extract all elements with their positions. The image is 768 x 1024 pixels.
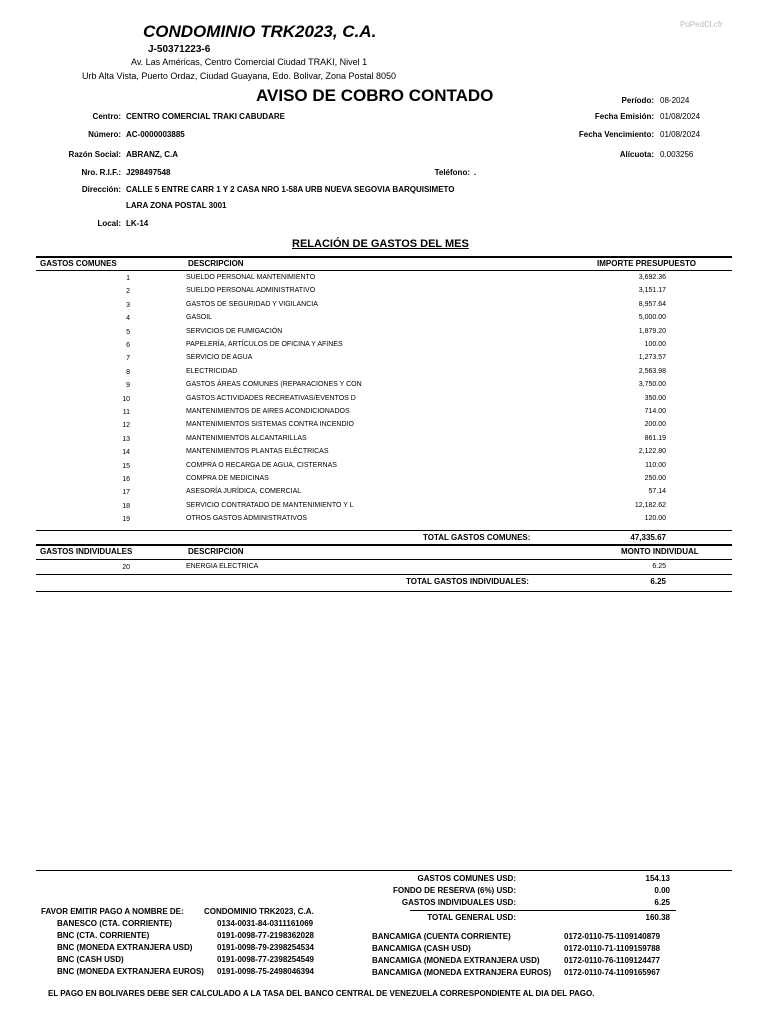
right-bank-name: BANCAMIGA (CUENTA CORRIENTE): [372, 932, 511, 941]
info-label-periodo: Período:: [621, 96, 654, 105]
common-header-top-rule: [36, 256, 732, 258]
common-row-number: 6: [126, 342, 130, 349]
summary-total-rule: [410, 910, 676, 911]
info-label-alicuota: Alícuota:: [619, 150, 654, 159]
info-label-direccion: Dirección:: [81, 185, 121, 194]
individual-header-gastos: GASTOS INDIVIDUALES: [40, 547, 133, 556]
individual-row-amount: 6.25: [652, 563, 666, 570]
info-value-razon-social: ABRANZ, C.A: [126, 150, 178, 159]
common-row-description: SERVICIO CONTRATADO DE MANTENIMIENTO Y L: [186, 502, 354, 509]
common-row-description: ASESORÍA JURÍDICA, COMERCIAL: [186, 488, 302, 495]
info-value-local: LK-14: [126, 219, 149, 228]
common-row-amount: 120.00: [644, 515, 666, 522]
company-address-line1: Av. Las Américas, Centro Comercial Ciudad TRAKI, Nivel 1: [131, 57, 368, 67]
common-row-number: 9: [126, 382, 130, 389]
left-bank-name: BANESCO (CTA. CORRIENTE): [57, 919, 172, 928]
individual-row-description: ENERGIA ELECTRICA: [186, 563, 259, 570]
left-bank-account-number: 0134-0031-84-0311161069: [217, 919, 314, 928]
left-bank-account-number: 0191-0098-75-2498046394: [217, 967, 314, 976]
common-row-amount: 861.19: [644, 435, 666, 442]
info-label-centro: Centro:: [92, 112, 121, 121]
common-row-description: SERVICIO DE AGUA: [186, 354, 253, 361]
common-row-amount: 1,879.20: [638, 328, 666, 335]
common-row-amount: 2,122.80: [638, 448, 666, 455]
info-value-periodo: 08-2024: [660, 96, 690, 105]
common-rows-bottom-rule: [36, 530, 732, 531]
summary-label-gastos-comunes: GASTOS COMUNES USD:: [417, 874, 516, 883]
common-row-description: SERVICIOS DE FUMIGACIÓN: [186, 328, 283, 335]
common-row-amount: 5,000.00: [638, 314, 666, 321]
right-bank-account-number: 0172-0110-76-1109124477: [564, 956, 661, 965]
summary-label-total-general: TOTAL GENERAL USD:: [427, 913, 516, 922]
common-row-description: PAPELERÍA, ARTÍCULOS DE OFICINA Y AFINES: [186, 341, 343, 348]
common-row-number: 3: [126, 302, 130, 309]
right-bank-account-number: 0172-0110-74-1109165967: [564, 968, 661, 977]
common-row-number: 17: [122, 489, 130, 496]
common-row-amount: 8,957.64: [638, 301, 666, 308]
left-bank-account-number: 0191-0098-79-2398254534: [217, 943, 314, 952]
summary-value-gastos-comunes: 154.13: [645, 874, 670, 883]
right-bank-name: BANCAMIGA (MONEDA EXTRANJERA EUROS): [372, 968, 552, 977]
common-row-description: COMPRA DE MEDICINAS: [186, 475, 269, 482]
common-row-description: MANTENIMIENTOS DE AIRES ACONDICIONADOS: [186, 408, 350, 415]
info-value-fecha-vencimiento: 01/08/2024: [660, 130, 701, 139]
common-header-descripcion: DESCRIPCION: [188, 259, 244, 268]
common-row-amount: 250.00: [644, 475, 666, 482]
common-row-amount: 12,182.62: [634, 502, 666, 509]
company-address-line2: Urb Alta Vista, Puerto Ordaz, Ciudad Guayana, Edo. Bolivar, Zona Postal 8050: [82, 71, 397, 81]
right-bank-name: BANCAMIGA (MONEDA EXTRANJERA USD): [372, 956, 540, 965]
individual-total-label: TOTAL GASTOS INDIVIDUALES:: [406, 577, 529, 586]
common-row-amount: 2,563.98: [638, 368, 666, 375]
common-row-description: MANTENIMIENTOS PLANTAS ELÉCTRICAS: [186, 448, 329, 455]
common-row-amount: 714.00: [644, 408, 666, 415]
common-row-amount: 3,692.36: [638, 274, 666, 281]
common-row-description: ELECTRICIDAD: [186, 368, 238, 375]
common-row-description: SUELDO PERSONAL MANTENIMIENTO: [186, 274, 316, 281]
left-bank-name: BNC (CTA. CORRIENTE): [57, 931, 150, 940]
common-row-number: 19: [122, 516, 130, 523]
common-row-description: GASTOS ACTIVIDADES RECREATIVAS/EVENTOS D: [186, 395, 356, 402]
common-row-description: COMPRA O RECARGA DE AGUA, CISTERNAS: [186, 462, 337, 469]
common-row-amount: 3,750.00: [638, 381, 666, 388]
common-row-amount: 350.00: [644, 395, 666, 402]
individual-header-bottom-rule: [36, 559, 732, 560]
common-row-description: GASTOS DE SEGURIDAD Y VIGILANCIA: [186, 301, 318, 308]
common-total-value: 47,335.67: [630, 533, 666, 542]
info-value-direccion-line2: LARA ZONA POSTAL 3001: [126, 201, 227, 210]
individual-header-top-rule: [36, 544, 732, 546]
summary-value-gastos-individuales: 6.25: [654, 898, 670, 907]
footer-note: EL PAGO EN BOLIVARES DEBE SER CALCULADO A LA TASA DEL BANCO CENTRAL DE VENEZUELA CORRESPONDIENTE AL DIA DEL PAGO.: [48, 989, 595, 998]
payment-favor-value: CONDOMINIO TRK2023, C.A.: [204, 907, 314, 916]
individual-header-monto: MONTO INDIVIDUAL: [621, 547, 699, 556]
left-bank-account-number: 0191-0098-77-2198362028: [217, 931, 314, 940]
company-name: CONDOMINIO TRK2023, C.A.: [143, 22, 377, 41]
common-row-number: 13: [122, 436, 130, 443]
left-bank-name: BNC (MONEDA EXTRANJERA USD): [57, 943, 193, 952]
common-row-number: 12: [122, 422, 130, 429]
individual-row-number: 20: [122, 564, 130, 571]
common-row-amount: 1,273.57: [638, 354, 666, 361]
info-label-numero: Número:: [88, 130, 121, 139]
common-row-number: 10: [122, 396, 130, 403]
common-row-number: 5: [126, 329, 130, 336]
common-row-number: 16: [122, 476, 130, 483]
common-row-description: GASOIL: [186, 314, 213, 321]
common-row-number: 14: [122, 449, 130, 456]
right-bank-account-number: 0172-0110-75-1109140879: [564, 932, 661, 941]
info-value-numero: AC-0000003885: [126, 130, 185, 139]
common-total-label: TOTAL GASTOS COMUNES:: [423, 533, 531, 542]
info-value-alicuota: 0.003256: [660, 150, 694, 159]
common-header-gastos: GASTOS COMUNES: [40, 259, 117, 268]
common-row-number: 11: [122, 409, 130, 416]
common-row-amount: 110.00: [645, 462, 666, 469]
info-value-fecha-emision: 01/08/2024: [660, 112, 701, 121]
left-bank-name: BNC (CASH USD): [57, 955, 124, 964]
info-label-rif: Nro. R.I.F.:: [81, 168, 121, 177]
left-bank-name: BNC (MONEDA EXTRANJERA EUROS): [57, 967, 204, 976]
common-row-amount: 100.00: [644, 341, 666, 348]
info-value-centro: CENTRO COMERCIAL TRAKI CABUDARE: [126, 112, 285, 121]
individual-rows-rule: [36, 574, 732, 575]
common-row-number: 7: [126, 355, 130, 362]
info-label-local: Local:: [97, 219, 121, 228]
document-title: AVISO DE COBRO CONTADO: [256, 86, 494, 105]
watermark-text: PoPedCl.cfr: [680, 20, 723, 29]
individual-header-descripcion: DESCRIPCION: [188, 547, 244, 556]
common-row-number: 2: [126, 288, 130, 295]
payment-favor-label: FAVOR EMITIR PAGO A NOMBRE DE:: [41, 907, 184, 916]
common-row-description: MANTENIMIENTOS SISTEMAS CONTRA INCENDIO: [186, 421, 354, 428]
summary-value-fondo-reserva: 0.00: [654, 886, 670, 895]
summary-label-gastos-individuales: GASTOS INDIVIDUALES USD:: [401, 898, 516, 907]
common-row-number: 8: [126, 369, 130, 376]
common-row-description: OTROS GASTOS ADMINISTRATIVOS: [186, 515, 308, 522]
common-row-description: GASTOS ÁREAS COMUNES (REPARACIONES Y CON: [186, 381, 362, 388]
individual-total-value: 6.25: [650, 577, 666, 586]
info-label-fecha-emision: Fecha Emisión:: [594, 112, 654, 121]
right-bank-name: BANCAMIGA (CASH USD): [372, 944, 471, 953]
common-row-number: 4: [126, 315, 130, 322]
summary-label-fondo-reserva: FONDO DE RESERVA (6%) USD:: [393, 886, 516, 895]
individual-total-rule: [36, 591, 732, 592]
section-title: RELACIÓN DE GASTOS DEL MES: [292, 238, 469, 250]
info-value-rif: J298497548: [126, 168, 171, 177]
info-label-fecha-vencimiento: Fecha Vencimiento:: [578, 130, 654, 139]
common-header-bottom-rule: [36, 270, 732, 271]
common-row-number: 1: [126, 275, 130, 282]
company-rif: J-50371223-6: [148, 44, 211, 55]
common-row-number: 15: [122, 463, 130, 470]
info-label-telefono: Teléfono:: [434, 168, 470, 177]
summary-value-total-general: 160.38: [645, 913, 670, 922]
common-row-description: SUELDO PERSONAL ADMINISTRATIVO: [186, 287, 316, 294]
info-value-telefono: .: [474, 168, 477, 177]
common-row-amount: 3,151.17: [638, 287, 666, 294]
right-bank-account-number: 0172-0110-71-1109159788: [564, 944, 661, 953]
common-row-number: 18: [122, 503, 130, 510]
info-value-direccion: CALLE 5 ENTRE CARR 1 Y 2 CASA NRO 1-58A URB NUEVA SEGOVIA BARQUISIMETO: [126, 185, 455, 194]
summary-top-rule: [36, 870, 732, 871]
common-row-description: MANTENIMIENTOS ALCANTARILLAS: [186, 435, 307, 442]
common-row-amount: 57.14: [648, 488, 666, 495]
info-label-razon-social: Razón Social:: [68, 150, 121, 159]
common-row-amount: 200.00: [644, 421, 666, 428]
common-header-importe: IMPORTE PRESUPUESTO: [597, 259, 696, 268]
left-bank-account-number: 0191-0098-77-2398254549: [217, 955, 314, 964]
